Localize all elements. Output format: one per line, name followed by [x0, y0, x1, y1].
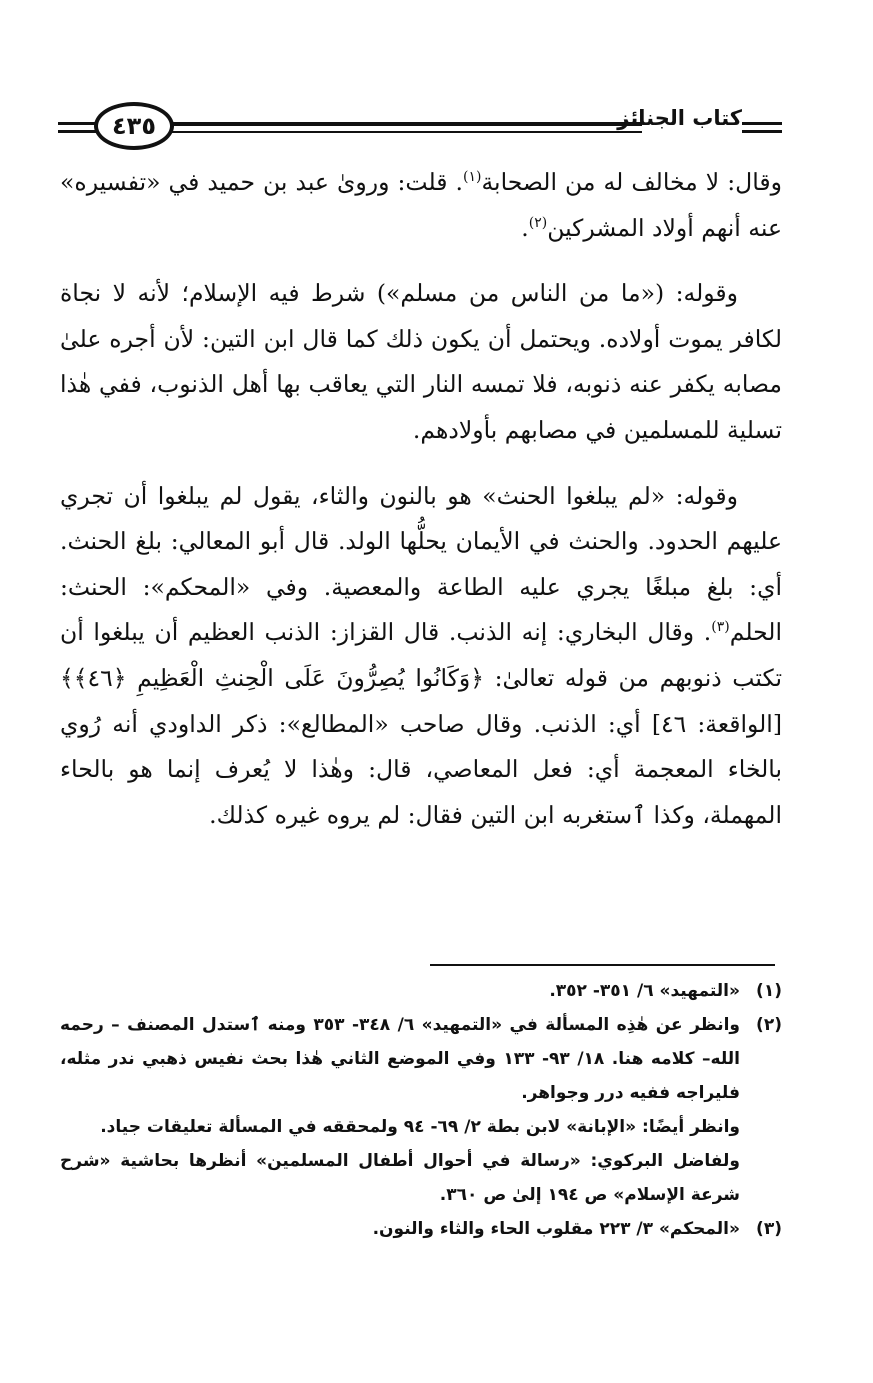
- page-number: ٤٣٥: [112, 112, 156, 140]
- footnote-line: ولفاضل البركوي: «رسالة في أحوال أطفال المسلمين» أنظرها بحاشية «شرح شرعة الإسلام» ص ١٩٤ إلىٰ ص ٣٦٠.: [60, 1151, 740, 1205]
- footnote-line: «التمهيد» ٦/ ٣٥١- ٣٥٢.: [549, 981, 740, 1001]
- book-title: كتاب الجنائز: [617, 106, 742, 130]
- header-rule: [58, 122, 96, 125]
- header-rule: [58, 130, 96, 133]
- footnote: [60, 1008, 782, 1212]
- footnote-line: «المحكم» ٣/ ٢٢٣ مقلوب الحاء والثاء والنون.: [372, 1219, 740, 1239]
- page-number-oval: [94, 102, 174, 150]
- header-rule: [742, 130, 782, 133]
- header-rule: [172, 122, 642, 126]
- footnote-number: (٢): [756, 1015, 782, 1035]
- paragraph-text: وقال: لا مخالف له من الصحابة: [481, 168, 782, 196]
- paragraph-text: وقوله: «لم يبلغوا الحنث» هو بالنون والثاء، يقول لم يبلغوا أن تجري عليهم الحدود. والحنث في الأيمان يحلُّها الولد. قال أبو المعالي: بلغ الحنث. أي: بلغ مبلغًا يجري عليه الطاعة والمعصية. وفي «المحكم»: الحنث: الحلم: [60, 481, 782, 647]
- footnote-text: [60, 1212, 740, 1246]
- footnote-line: وانظر أيضًا: «الإبانة» لابن بطة ٢/ ٦٩- ٩٤ ولمحققه في المسألة تعليقات جياد.: [100, 1117, 740, 1137]
- footnote-number: (٣): [756, 1219, 782, 1239]
- paragraph: وقوله: («ما من الناس من مسلم») شرط فيه الإسلام؛ لأنه لا نجاة لكافر يموت أولاده. ويحتمل أن يكون ذلك كما قال ابن التين: لأن أجره علىٰ مصابه يكفر عنه ذنوبه، فلا تمسه النار التي يعاقب بها أهل الذنوب، ففي هٰذا تسلية للمسلمين في مصابهم بأولادهم.: [60, 279, 782, 444]
- header-rule: [742, 122, 782, 125]
- footnote-text: [60, 1008, 740, 1212]
- paragraph: [60, 160, 782, 251]
- footnotes: [60, 974, 782, 1246]
- footnote: [60, 1212, 782, 1246]
- footnote: [60, 974, 782, 1008]
- paragraph-text: . وقال البخاري: إنه الذنب. قال القزاز: الذنب العظيم أن يبلغوا أن تكتب ذنوبهم من قوله تعالىٰ: ﴿وَكَانُوا يُصِرُّونَ عَلَى الْحِنثِ الْعَظِيمِ ﴿٤٦﴾﴾ [الواقعة: ٤٦] أي: الذنب. وقال صاحب «المطالع»: ذكر الداودي أنه رُوي بالخاء المعجمة أي: فعل المعاصي، قال: وهٰذا لا يُعرف إنما هو بالحاء المهملة، وكذا ٱستغربه ابن التين فقال: لم يروه غيره كذلك.: [60, 618, 782, 829]
- paragraph-text: .: [521, 213, 529, 242]
- footnote-line: وانظر عن هٰذِه المسألة في «التمهيد» ٦/ ٣٤٨- ٣٥٣ ومنه ٱستدل المصنف – رحمه الله– كلامه هنا. ١٨/ ٩٣- ١٣٣ وفي الموضع الثاني هٰذا بحث نفيس ذهبي ندر مثله، فليراجه ففيه درر وجواهر.: [60, 1015, 740, 1103]
- main-text: [60, 160, 782, 858]
- footnote-number: (١): [756, 981, 782, 1001]
- footnote-text: [60, 974, 740, 1008]
- footnote-separator: [430, 964, 775, 966]
- paragraph-text: . قلت: وروىٰ عبد بن حميد في «تفسيره» عنه أنهم أولاد المشركين: [60, 168, 782, 242]
- footnote-ref: (٢): [528, 214, 548, 231]
- header-rule: [172, 131, 642, 133]
- paragraph: [60, 474, 782, 839]
- running-header: [58, 96, 783, 156]
- footnote-ref: (١): [462, 169, 482, 186]
- footnote-ref: (٣): [711, 619, 730, 636]
